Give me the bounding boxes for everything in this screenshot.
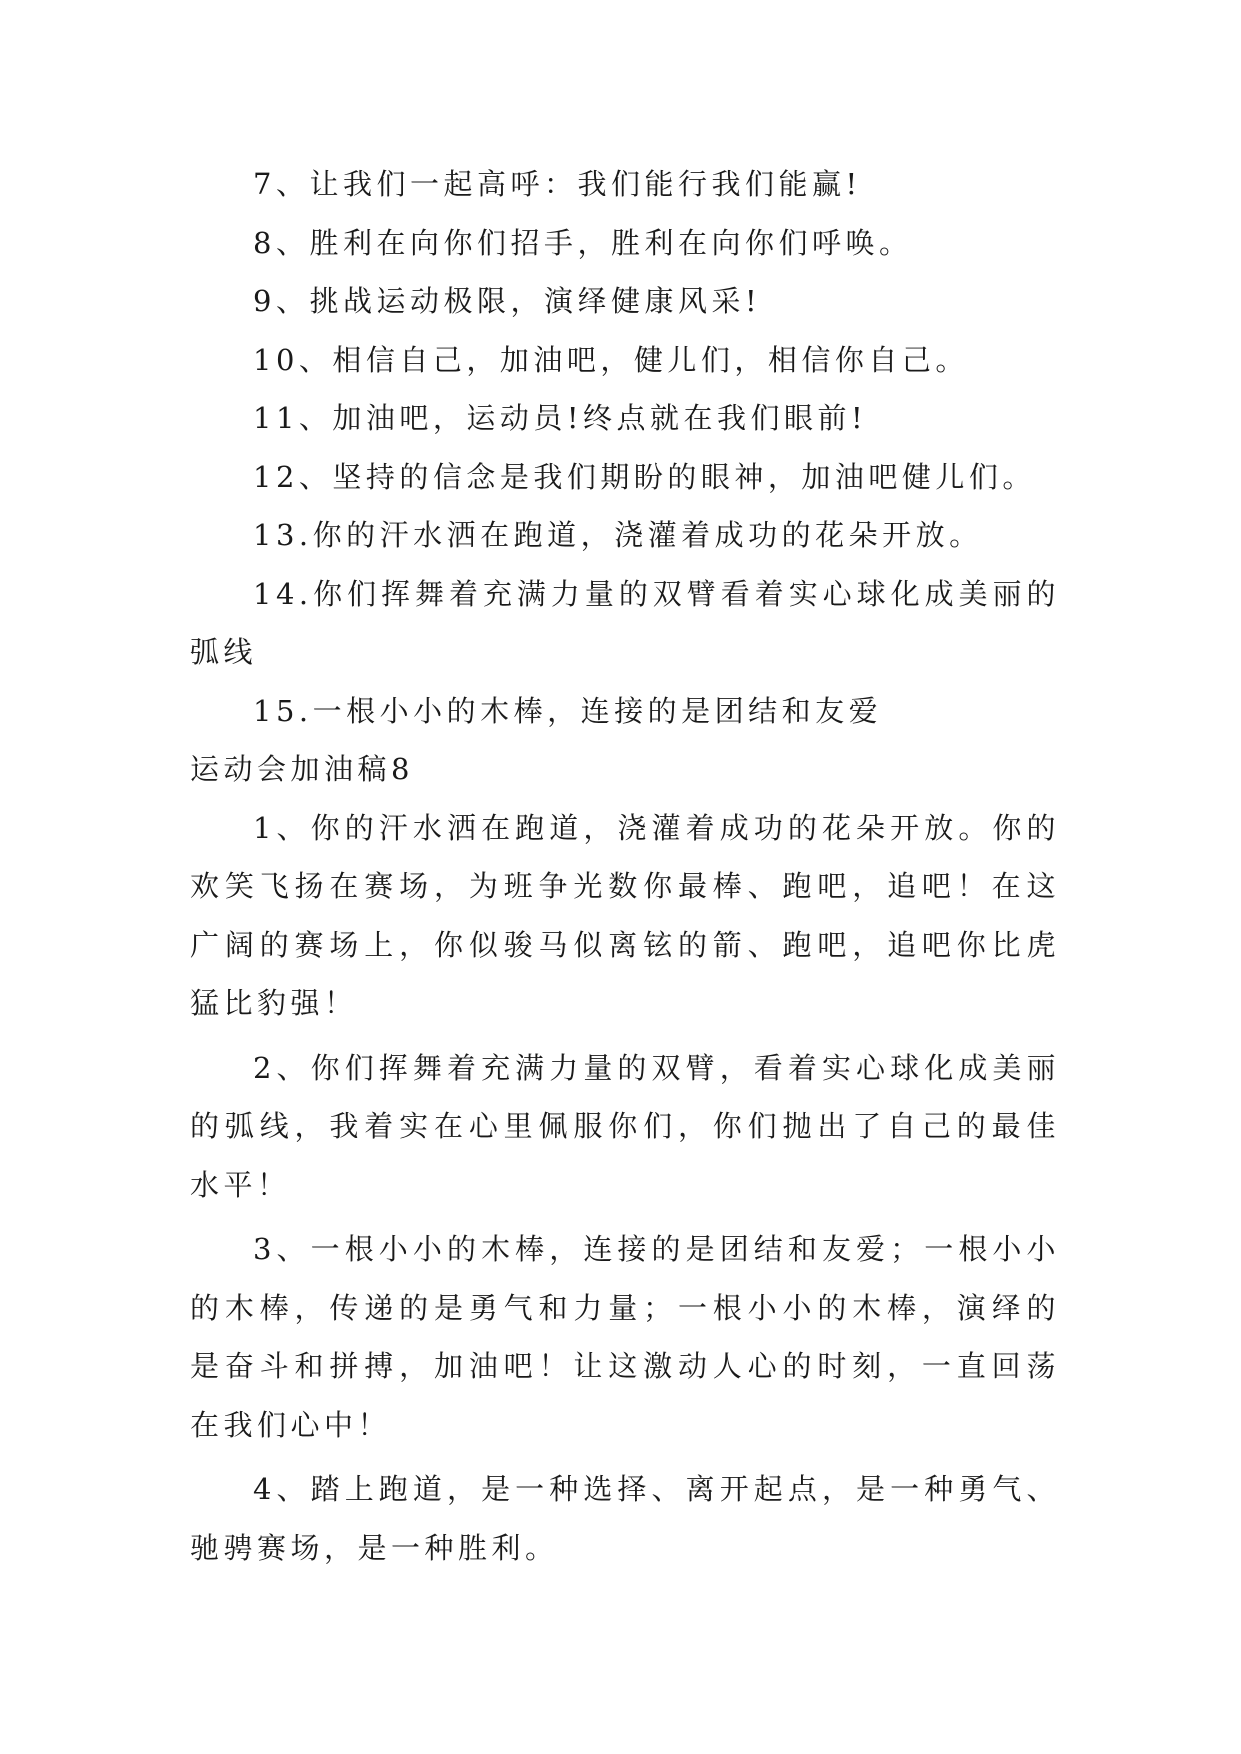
paragraph-item-10: 10、相信自己，加油吧，健儿们，相信你自己。	[253, 342, 969, 377]
paragraph-item-7: 7、让我们一起高呼：我们能行我们能赢!	[253, 167, 862, 201]
section-paragraph-1: 1、你的汗水洒在跑道，浇灌着成功的花朵开放。你的欢笑飞扬在赛场，为班争光数你最棒、跑吧，追吧！在这广阔的赛场上，你似骏马似离铉的箭、跑吧，追吧你比虎猛比豹强！	[190, 810, 1060, 1020]
paragraph-item-9: 9、挑战运动极限，演绎健康风采!	[253, 284, 762, 318]
paragraph-item-14: 14.你们挥舞着充满力量的双臂看着实心球化成美丽的弧线	[190, 576, 1060, 669]
paragraph-item-13: 13.你的汗水洒在跑道，浇灌着成功的花朵开放。	[253, 518, 983, 552]
section-paragraph-2: 2、你们挥舞着充满力量的双臂，看着实心球化成美丽的弧线，我着实在心里佩服你们，你们抛出了自己的最佳水平！	[190, 1050, 1060, 1202]
paragraph-item-11: 11、加油吧，运动员!终点就在我们眼前!	[253, 401, 868, 435]
paragraph-item-15: 15.一根小小的木棒，连接的是团结和友爱	[253, 693, 883, 728]
section-paragraph-4: 4、踏上跑道，是一种选择、离开起点，是一种勇气、驰骋赛场，是一种胜利。	[190, 1472, 1060, 1565]
section-paragraph-3: 3、一根小小的木棒，连接的是团结和友爱；一根小小的木棒，传递的是勇气和力量；一根小小的木棒，演绎的是奋斗和拼搏，加油吧！让这激动人心的时刻，一直回荡在我们心中！	[190, 1232, 1060, 1442]
paragraph-item-12: 12、坚持的信念是我们期盼的眼神，加油吧健儿们。	[253, 459, 1036, 494]
document-body	[190, 155, 1060, 1577]
section-title: 运动会加油稿8	[190, 752, 414, 786]
paragraph-item-8: 8、胜利在向你们招手，胜利在向你们呼唤。	[253, 225, 913, 260]
